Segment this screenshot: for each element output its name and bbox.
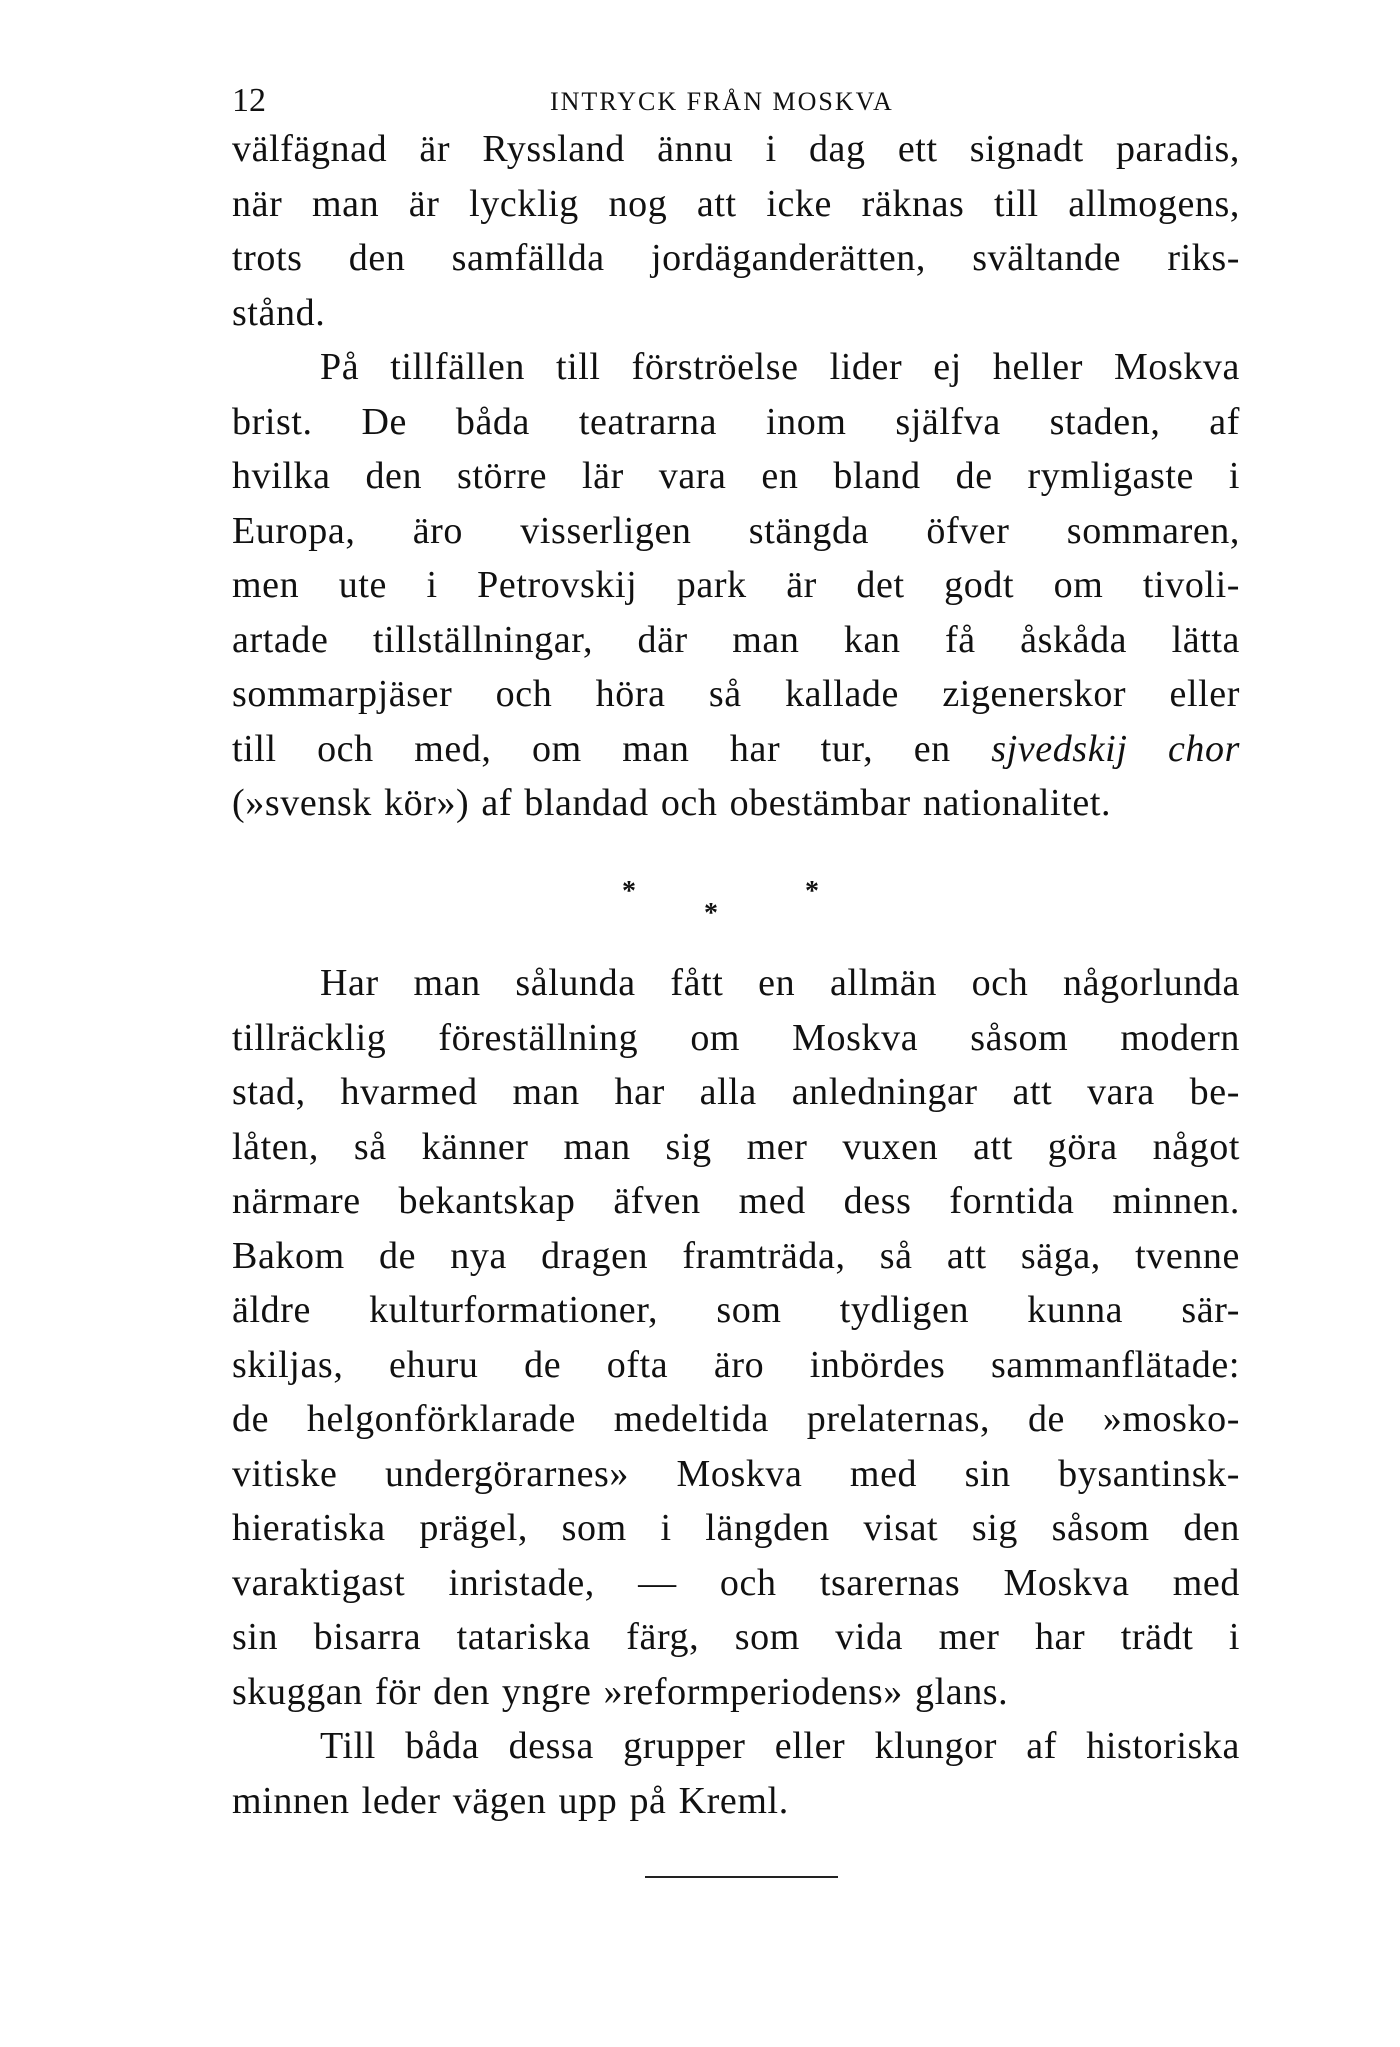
text-line: stad, hvarmed man har alla anledningar att vara be- (232, 1071, 1240, 1113)
text-line: minnen leder vägen upp på Kreml. (232, 1779, 789, 1822)
asterisk-right: * (805, 876, 819, 907)
paragraph-4 (232, 1719, 1240, 1828)
italic-phrase: sjvedskij chor (991, 727, 1240, 770)
text-line: äldre kulturformationer, som tydligen kunna sär- (232, 1289, 1240, 1331)
text-fragment: till och med, om man har tur, en (232, 727, 992, 770)
text-line: sin bisarra tatariska färg, som vida mer har trädt i (232, 1616, 1240, 1658)
paragraph-1 (232, 122, 1240, 340)
text-line: tillräcklig föreställning om Moskva såsom modern (232, 1016, 1240, 1059)
text-line: (»svensk kör») af blandad och obestämbar nationalitet. (232, 782, 1112, 824)
paragraph-3 (232, 956, 1240, 1719)
end-rule-divider (645, 1876, 838, 1878)
page-header (232, 78, 1240, 124)
page-number: 12 (232, 82, 266, 119)
text-line: låten, så känner man sig mer vuxen att göra något (232, 1125, 1240, 1168)
text-line: hvilka den större lär vara en bland de rymligaste i (232, 455, 1240, 497)
text-line: Har man sålunda fått en allmän och någorlunda (320, 962, 1240, 1004)
text-line: trots den samfällda jordäganderätten, svältande riks- (232, 237, 1240, 279)
text-line: när man är lycklig nog att icke räknas till allmogens, (232, 182, 1240, 225)
text-line: artade tillställningar, där man kan få åskåda lätta (232, 618, 1240, 661)
text-line: varaktigast inristade, — och tsarernas Moskva med (232, 1561, 1240, 1604)
text-line: skuggan för den yngre »reformperiodens» glans. (232, 1670, 1009, 1713)
text-line: hieratiska prägel, som i längden visat sig såsom den (232, 1507, 1240, 1549)
running-head: INTRYCK FRÅN MOSKVA (550, 87, 894, 116)
text-line: stånd. (232, 291, 326, 334)
text-line: Till båda dessa grupper eller klungor af historiska (320, 1725, 1240, 1767)
text-line: närmare bekantskap äfven med dess forntida minnen. (232, 1180, 1240, 1222)
asterism-divider (610, 872, 840, 932)
text-line: På tillfällen till förströelse lider ej heller Moskva (320, 346, 1240, 388)
text-line: välfägnad är Ryssland ännu i dag ett signadt paradis, (232, 128, 1240, 170)
text-line: brist. De båda teatrarna inom själfva staden, af (232, 400, 1240, 443)
text-line: men ute i Petrovskij park är det godt om tivoli- (232, 564, 1240, 606)
asterisk-left: * (622, 876, 636, 907)
text-line: de helgonförklarade medeltida prelaternas, de »mosko- (232, 1398, 1240, 1440)
text-line: vitiske undergörarnes» Moskva med sin bysantinsk- (232, 1452, 1240, 1495)
text-line: Europa, äro visserligen stängda öfver sommaren, (232, 509, 1240, 552)
text-line-with-italic (232, 722, 1240, 777)
text-line: sommarpjäser och höra så kallade zigenerskor eller (232, 673, 1240, 715)
text-line: skiljas, ehuru de ofta äro inbördes sammanflätade: (232, 1343, 1240, 1386)
asterisk-center: * (704, 898, 718, 929)
text-line: Bakom de nya dragen framträda, så att säga, tvenne (232, 1234, 1240, 1277)
paragraph-2 (232, 340, 1240, 831)
